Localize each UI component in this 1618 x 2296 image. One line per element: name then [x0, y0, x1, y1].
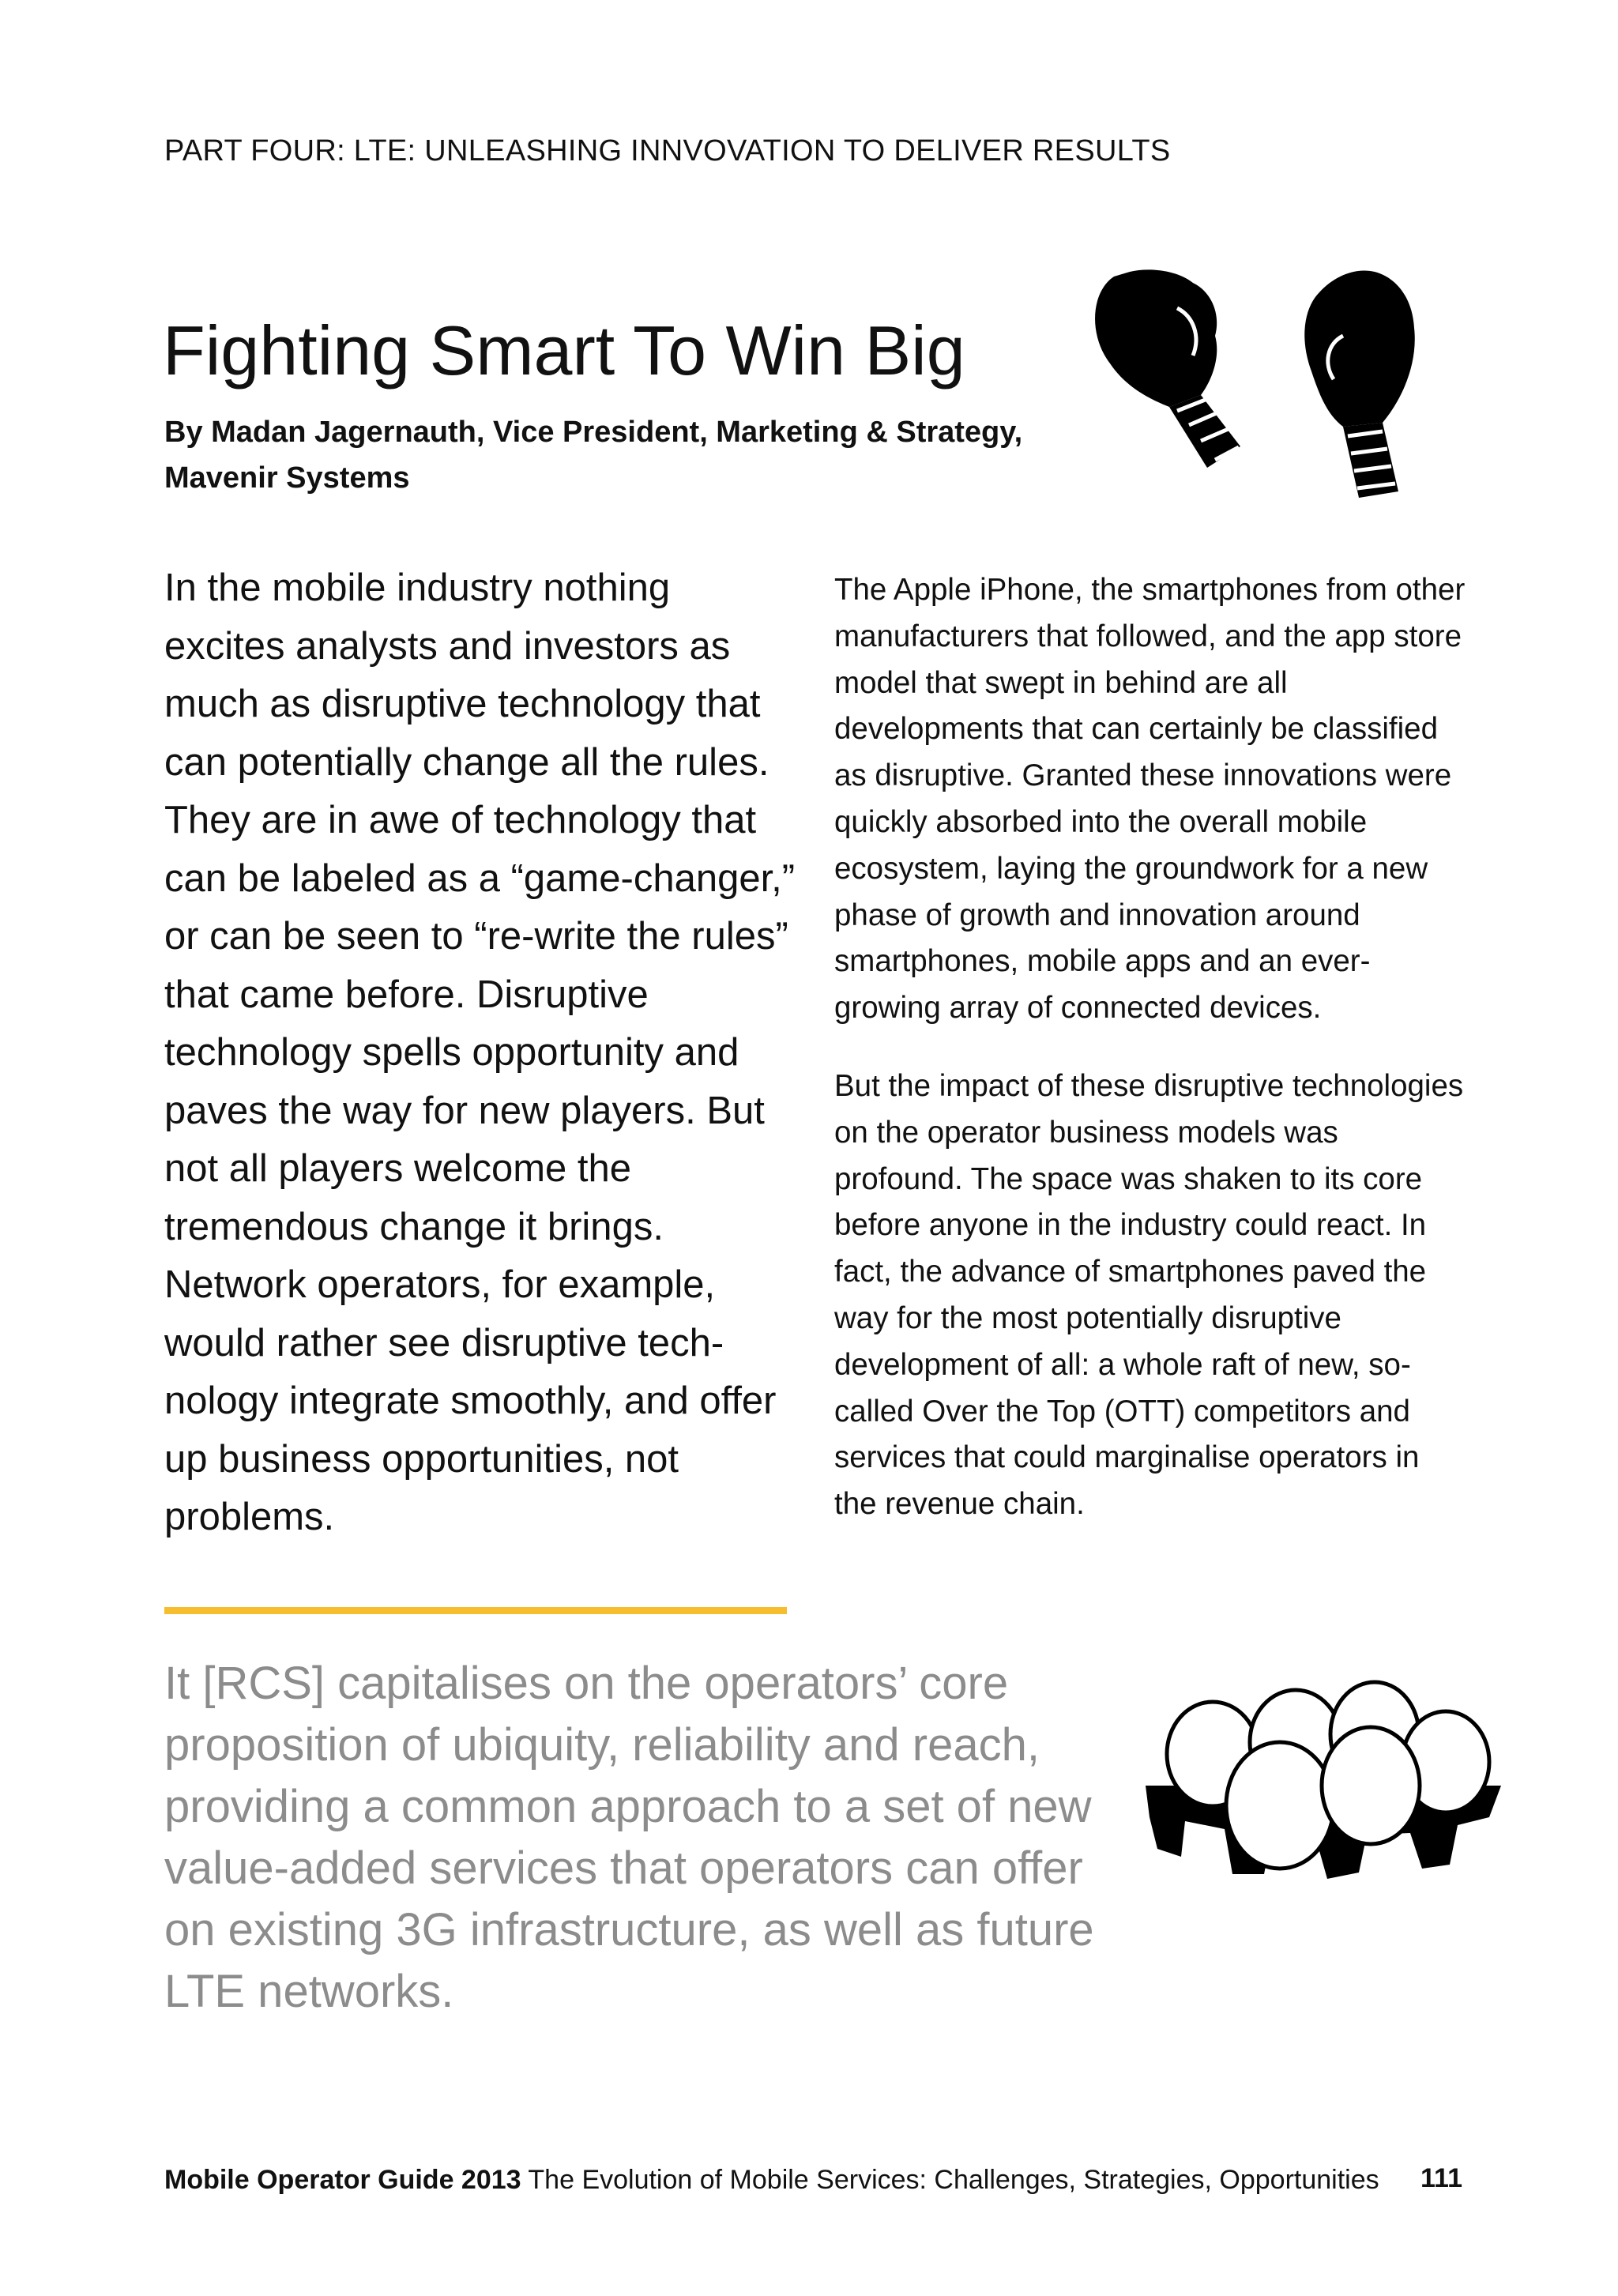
pull-quote: It [RCS] capitalises on the operators’ core proposition of ubiquity, reliability and reach, providing a common approach to a set of new value-added services that operators can offer on existing 3G infrastructure, as well as future LTE networks. [164, 1658, 1094, 2017]
footer [164, 2165, 1379, 2196]
boxing-gloves-icon [1082, 261, 1462, 506]
lead-paragraph: In the mobile industry nothing excites analysts and investors as much as disruptive technology that can potentially change all the rules. They are in awe of technology that can be labeled as a “game-changer,” or can be seen to “re-write the rules” that came before. Disruptive technology spells opportunity and paves the way for new players. But not all players welcome the tremendous change it brings. Network operators, for example, would rather see disruptive technology integrate smoothly, and offer up business opportunities, not problems. [164, 566, 796, 1538]
byline-author: By Madan Jagernauth, Vice President, Marketing & Strategy, [164, 416, 1023, 449]
left-glove [1095, 269, 1240, 468]
byline [164, 409, 1097, 501]
accent-rule [164, 1607, 787, 1614]
page-number: 111 [1420, 2163, 1462, 2193]
footer-brand: Mobile Operator Guide 2013 [164, 2165, 521, 2195]
byline-company: Mavenir Systems [164, 461, 410, 495]
section-header: PART FOUR: LTE: UNLEASHING INNVOVATION TO DELIVER RESULTS [164, 134, 1171, 167]
article-title: Fighting Smart To Win Big [163, 311, 965, 390]
body-paragraph-2: But the impact of these disruptive technologies on the operator business models was profound. The space was shaken to its core before anyone in the industry could react. In fact, the advance of smartphones paved the way for the most potentially disruptive development of all: a whole raft of new, so-called Over the Top (OTT) competitors and services that could marginalise operators in the revenue chain. [834, 1068, 1464, 1522]
egg-carton-icon [1138, 1667, 1509, 1904]
body-paragraph-1: The Apple iPhone, the smartphones from other manufacturers that followed, and the app store model that swept in behind are all developments that can certainly be classified as disruptive. Granted these innovations were quickly absorbed into the overall mobile ecosystem, laying the groundwork for a new phase of growth and innovation around smartphones, mobile apps and an ever-growing array of connected devices. [834, 573, 1466, 1026]
right-glove [1304, 270, 1414, 498]
body-column [834, 567, 1466, 1528]
footer-subtitle: The Evolution of Mobile Services: Challenges, Strategies, Opportunities [528, 2165, 1379, 2195]
